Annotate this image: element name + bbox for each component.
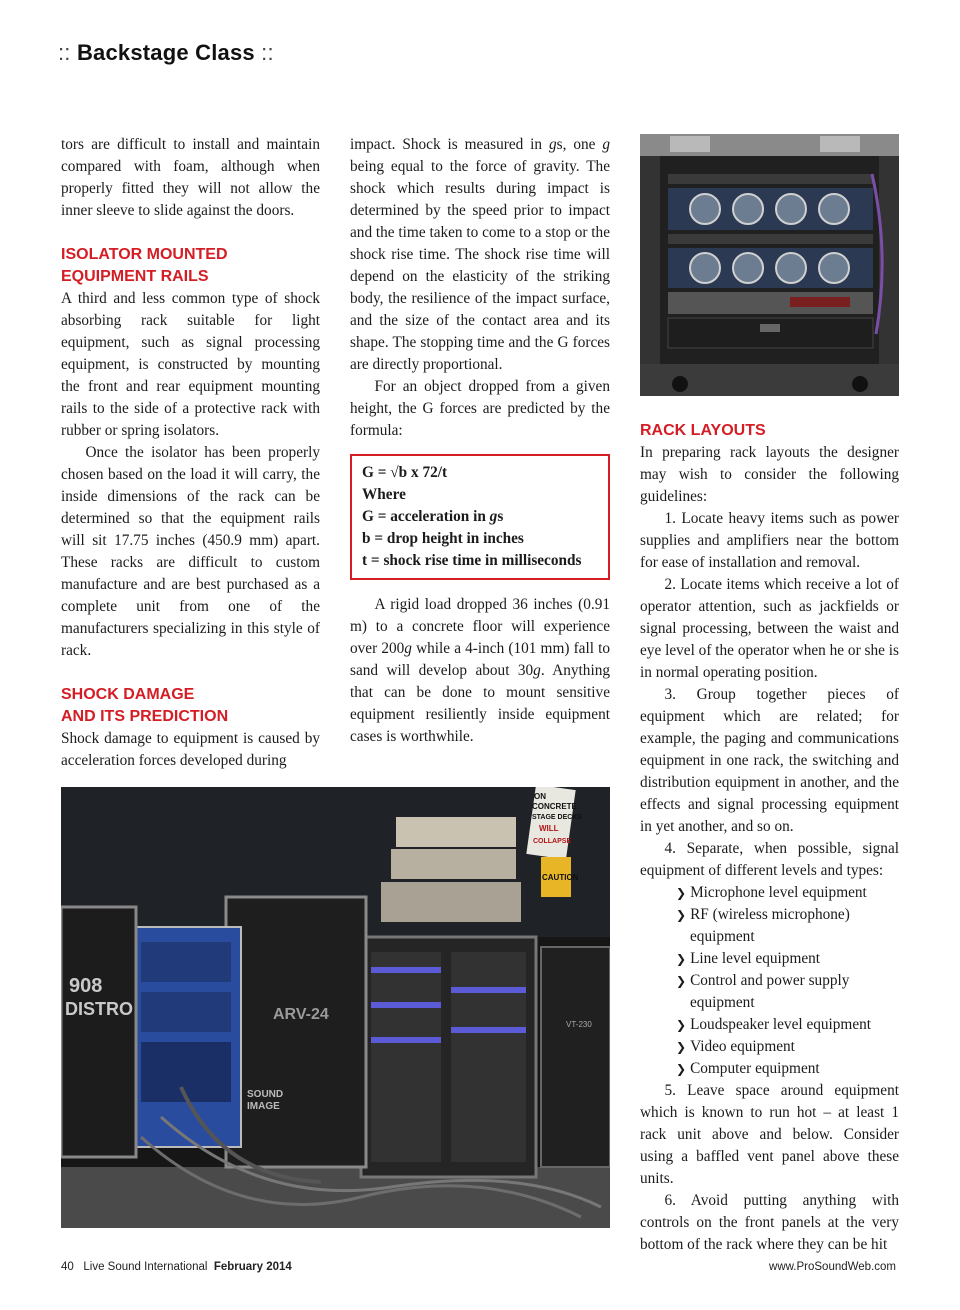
footer-left [61, 1261, 292, 1273]
road-cases-illustration [61, 787, 610, 1228]
heading-rack-layouts: RACK LAYOUTS [640, 422, 766, 439]
case-label-image: IMAGE [247, 1101, 280, 1112]
paragraph: Shock damage to equipment is caused by acceleration forces developed during [61, 730, 320, 769]
formula-line: t = shock rise time in milliseconds [362, 552, 582, 569]
list-item: 4. Separate, when possible, signal equipment of different levels and types: [640, 840, 899, 879]
sign-text: STAGE DECKS [532, 814, 583, 821]
chevron-right-icon: ❯ [676, 1040, 687, 1054]
chevron-right-icon: ❯ [676, 908, 687, 922]
bullet-item: ❯ Microphone level equipment [676, 884, 867, 901]
chevron-right-icon: ❯ [676, 952, 687, 966]
formula-line: G = √b x 72/t [362, 464, 448, 481]
list-item: 1. Locate heavy items such as power supplies and amplifiers near the bottom for ease of installation and removal. [640, 510, 899, 571]
list-item: 5. Leave space around equipment which is known to run hot – at least 1 rack unit above and below. Consider using a baffled vent panel above these units. [640, 1082, 899, 1187]
footer-url: www.ProSoundWeb.com [769, 1261, 896, 1273]
list-item: 6. Avoid putting anything with controls on the front panels at the very bottom of the rack where they can be hit [640, 1192, 899, 1253]
heading-shock-line2: AND ITS PREDICTION [61, 708, 229, 725]
case-label-arv: ARV-24 [273, 1006, 329, 1023]
heading-isolator-line1: ISOLATOR MOUNTED [61, 246, 228, 263]
column-3 [640, 420, 899, 1256]
bullet-item: ❯ Control and power supply equipment [676, 972, 850, 1011]
chevron-right-icon: ❯ [676, 974, 687, 988]
road-cases-photo [61, 787, 610, 1228]
chevron-right-icon: ❯ [676, 1018, 687, 1032]
bullet-item: ❯ Video equipment [676, 1038, 795, 1055]
case-label-distro: DISTRO [65, 999, 134, 1019]
section-header [58, 40, 274, 66]
column-1 [61, 134, 320, 772]
case-label-908: 908 [69, 975, 103, 997]
sign-text: COLLAPSE [533, 838, 572, 845]
page-number: 40 [61, 1261, 74, 1273]
case-label-sound: SOUND [247, 1089, 284, 1100]
paragraph: A rigid load dropped 36 inches (0.91 m) to a concrete floor will experience over 200g while a 4-inch (101 mm) fall to sand will develop about 30g. Anything that can be done to mount sensitive equipment resiliently inside equipment cases is worthwhile. [350, 596, 611, 745]
formula-line: G = acceleration in gs [362, 508, 504, 525]
sign-text: ON [534, 792, 546, 801]
bullet-item: ❯ RF (wireless microphone) equipment [676, 906, 850, 945]
case-label-vt: VT-230 [566, 1020, 592, 1029]
header-title: Backstage Class [76, 40, 255, 65]
caution-sign-text: CAUTION [542, 873, 579, 882]
issue-date: February 2014 [213, 1261, 292, 1273]
heading-shock-line1: SHOCK DAMAGE [61, 686, 195, 703]
chevron-right-icon: ❯ [676, 1062, 687, 1076]
paragraph: In preparing rack layouts the designer may wish to consider the following guidelines: [640, 444, 899, 505]
formula-line: b = drop height in inches [362, 530, 524, 547]
header-prefix: :: [58, 40, 71, 65]
heading-isolator-line2: EQUIPMENT RAILS [61, 268, 209, 285]
sign-text: WILL [539, 824, 559, 833]
paragraph: tors are difficult to install and maintain compared with foam, although when properly fitted they will not allow the inner sleeve to slide against the doors. [61, 136, 320, 219]
paragraph: For an object dropped from a given height, the G forces are predicted by the formula: [350, 378, 610, 439]
formula-box [350, 454, 610, 580]
header-suffix: :: [261, 40, 274, 65]
paragraph: Once the isolator has been properly chosen based on the load it will carry, the inside dimensions of the rack can be determined so that the equipment rails will sit 17.75 inches (450.9 mm) apart. These racks are difficult to custom manufacture and are best purchased as a complete unit from one of the manufacturers specializing in this style of rack. [61, 444, 320, 659]
chevron-right-icon: ❯ [676, 886, 687, 900]
list-item: 2. Locate items which receive a lot of operator attention, such as jackfields or signal processing, between the waist and eye level of the operator when he or she is in normal operating position. [640, 576, 899, 681]
paragraph: A third and less common type of shock absorbing rack suitable for light equipment, such as signal processing equipment, is constructed by mounting the front and rear equipment mounting rails to the side of a protective rack with rubber or spring isolators. [61, 290, 320, 439]
rack-illustration [640, 134, 899, 396]
sign-text: CONCRETE [532, 802, 577, 811]
publication-name: Live Sound International [83, 1261, 208, 1273]
list-item: 3. Group together pieces of equipment which are related; for example, the paging and communications equipment in one rack, the switching and distribution equipment in another, and the effects and signal processing equipment in yet another, and so on. [640, 686, 899, 835]
paragraph: impact. Shock is measured in gs, one g being equal to the force of gravity. The shock which results during impact is determined by the speed prior to impact and the time taken to come to a stop or the shock rise time. The shock rise time will depend on the elasticity of the striking body, the resilience of the impact surface, and the size of the contact area and its shape. The stopping time and the G forces are directly proportional. [350, 136, 610, 373]
bullet-item: ❯ Line level equipment [676, 950, 821, 967]
bullet-item: ❯ Loudspeaker level equipment [676, 1016, 872, 1033]
bullet-item: ❯ Computer equipment [676, 1060, 820, 1077]
column-2 [350, 134, 610, 748]
rack-photo [640, 134, 899, 396]
formula-line: Where [362, 486, 406, 503]
